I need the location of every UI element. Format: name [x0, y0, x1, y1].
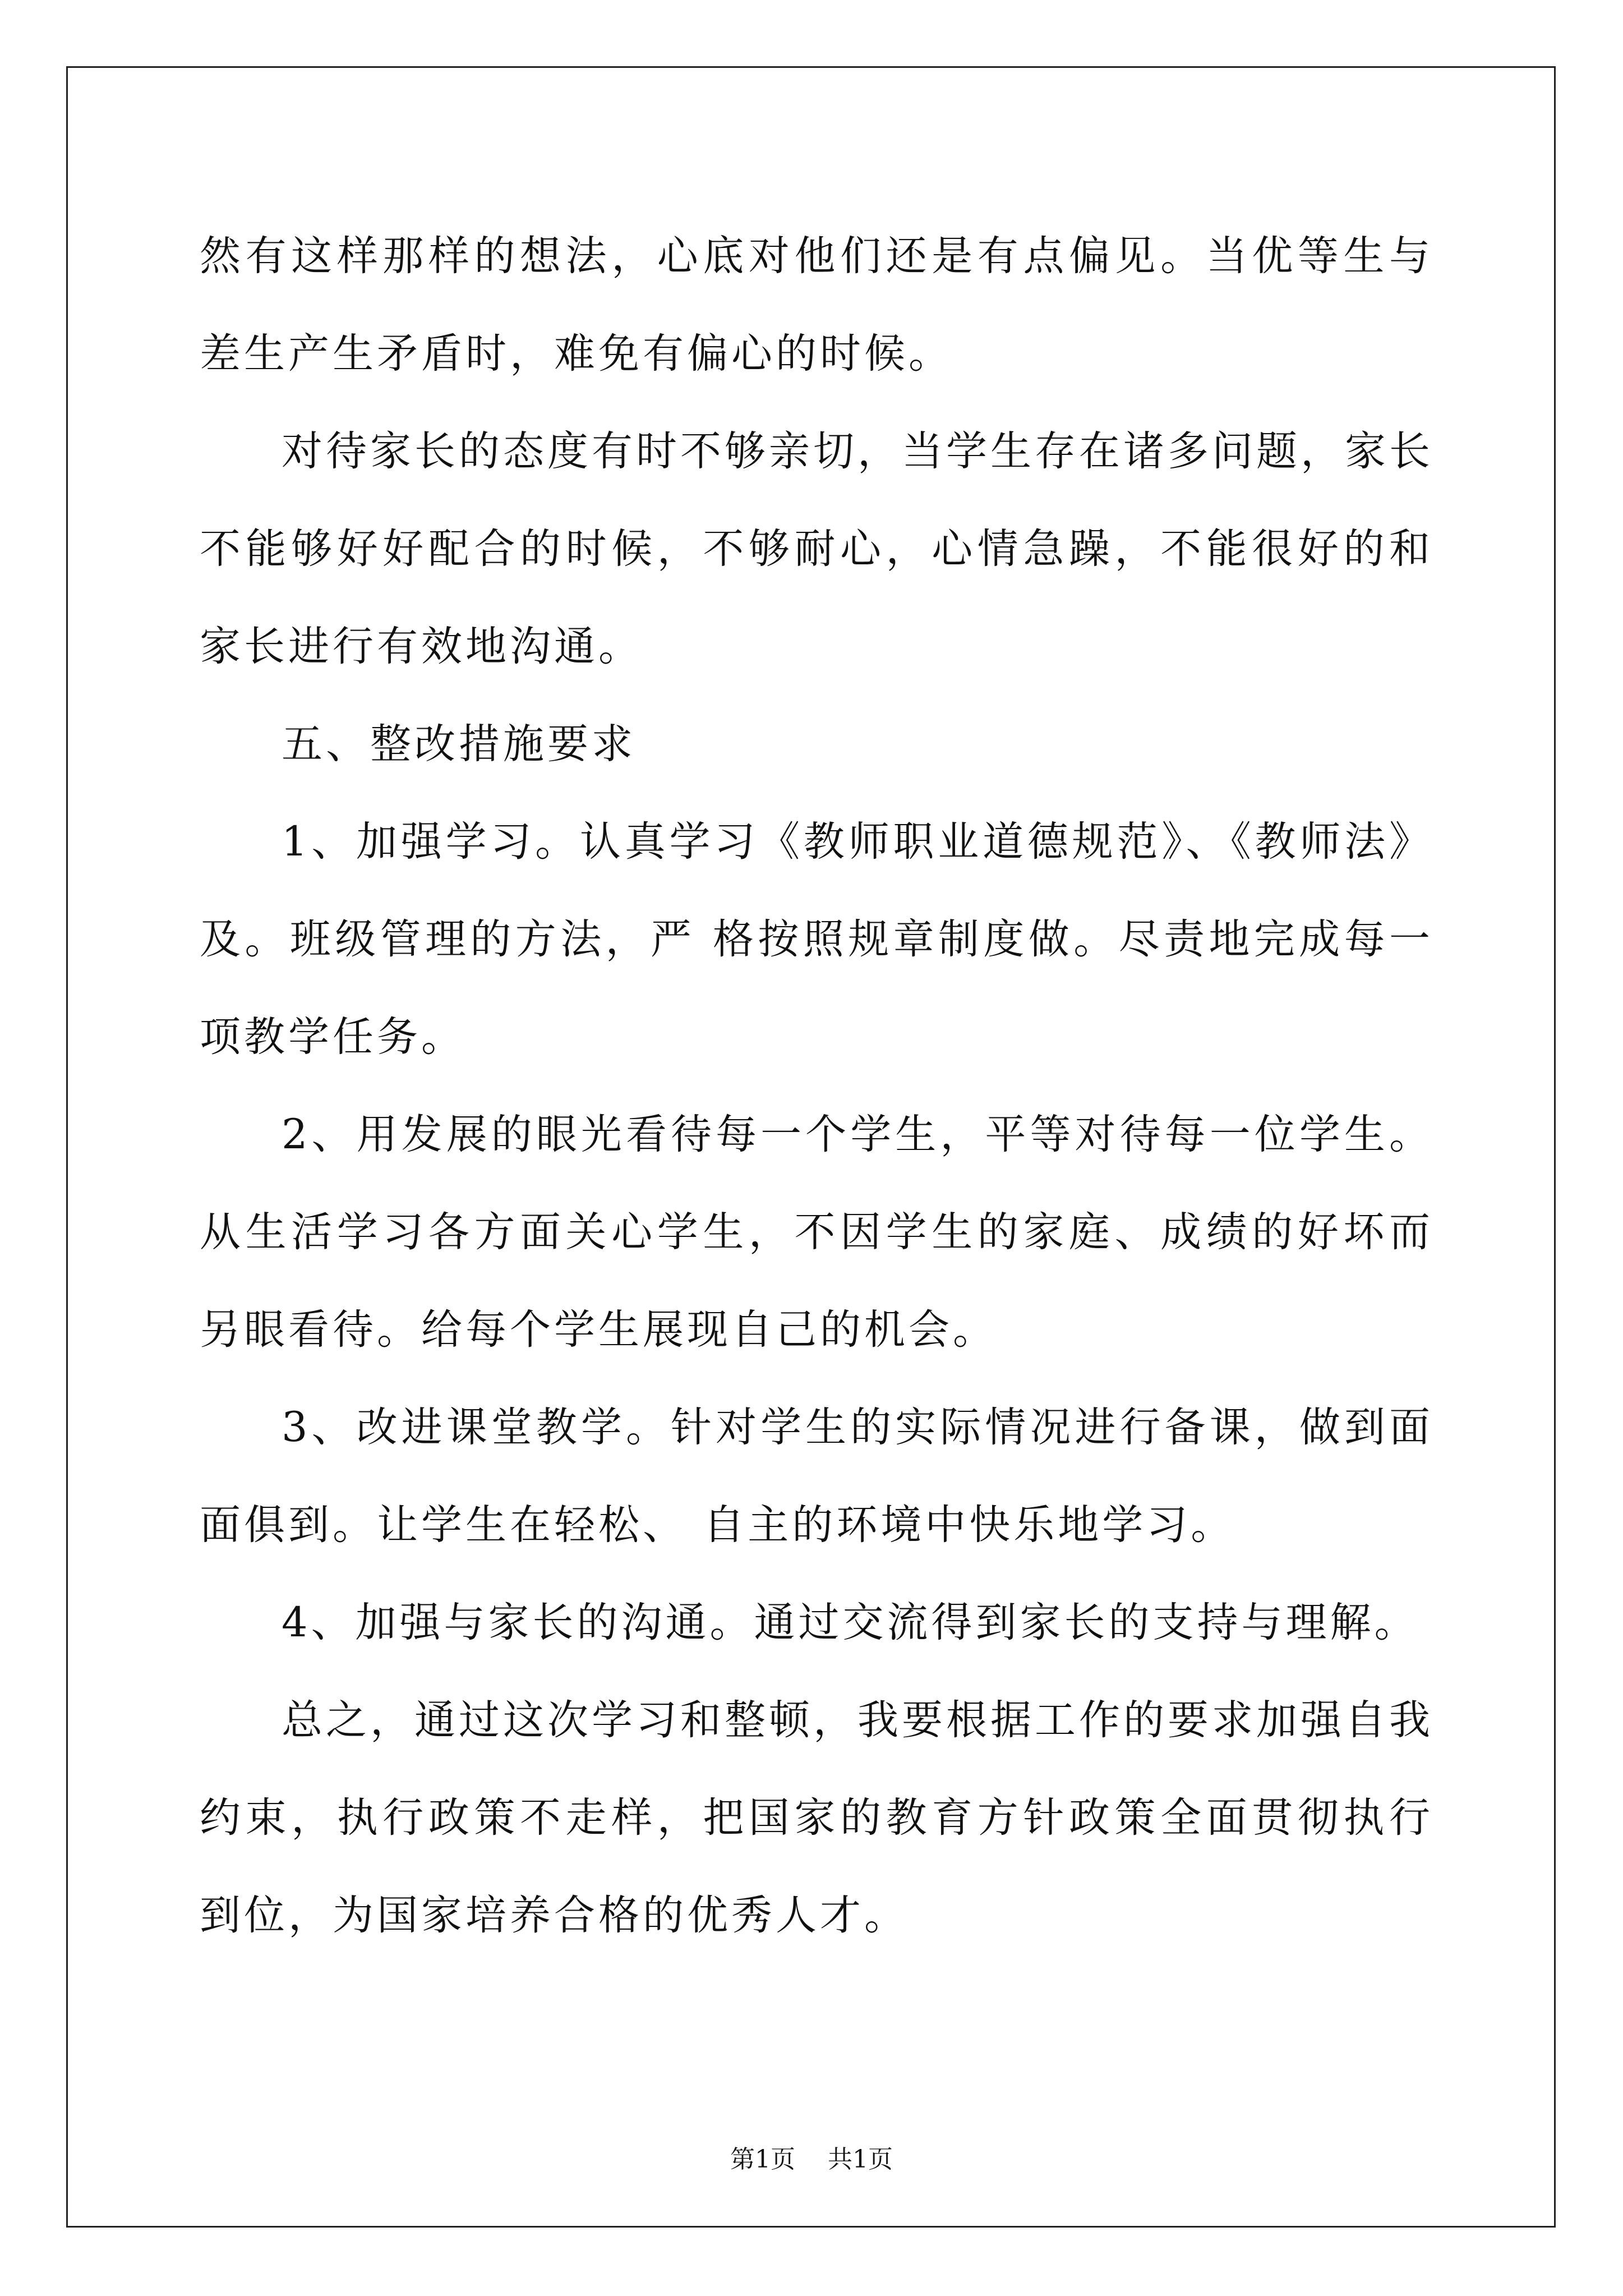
document-body	[200, 208, 1433, 1964]
paragraph-item-2: 2、用发展的眼光看待每一个学生，平等对待每一位学生。从生活学习各方面关心学生，不因学生的家庭、成绩的好坏而另眼看待。给每个学生展现自己的机会。	[200, 1111, 1433, 1354]
paragraph-item-4: 4、加强与家长的沟通。通过交流得到家长的支持与理解。	[282, 1599, 1419, 1646]
paragraph-continuation: 然有这样那样的想法，心底对他们还是有点偏见。当优等生与差生产生矛盾时，难免有偏心的时候。	[200, 232, 1433, 378]
page-footer	[0, 2143, 1623, 2177]
paragraph-item-1: 1、加强学习。认真学习《教师职业道德规范》、《教师法》及。班级管理的方法，严 格按照规章制度做。尽责地完成每一项教学任务。	[200, 818, 1433, 1061]
page-total: 共1页	[828, 2145, 893, 2174]
paragraph-parent-attitude: 对待家长的态度有时不够亲切，当学生存在诸多问题，家长不能够好好配合的时候，不够耐心，心情急躁，不能很好的和家长进行有效地沟通。	[200, 427, 1433, 670]
paragraph-item-3: 3、改进课堂教学。针对学生的实际情况进行备课，做到面面俱到。让学生在轻松、 自主的环境中快乐地学习。	[200, 1404, 1433, 1549]
page-number: 第1页	[730, 2145, 795, 2174]
section-heading: 五、整改措施要求	[282, 720, 636, 768]
paragraph-conclusion: 总之，通过这次学习和整顿，我要根据工作的要求加强自我约束，执行政策不走样，把国家的教育方针政策全面贯彻执行到位，为国家培养合格的优秀人才。	[200, 1696, 1433, 1939]
